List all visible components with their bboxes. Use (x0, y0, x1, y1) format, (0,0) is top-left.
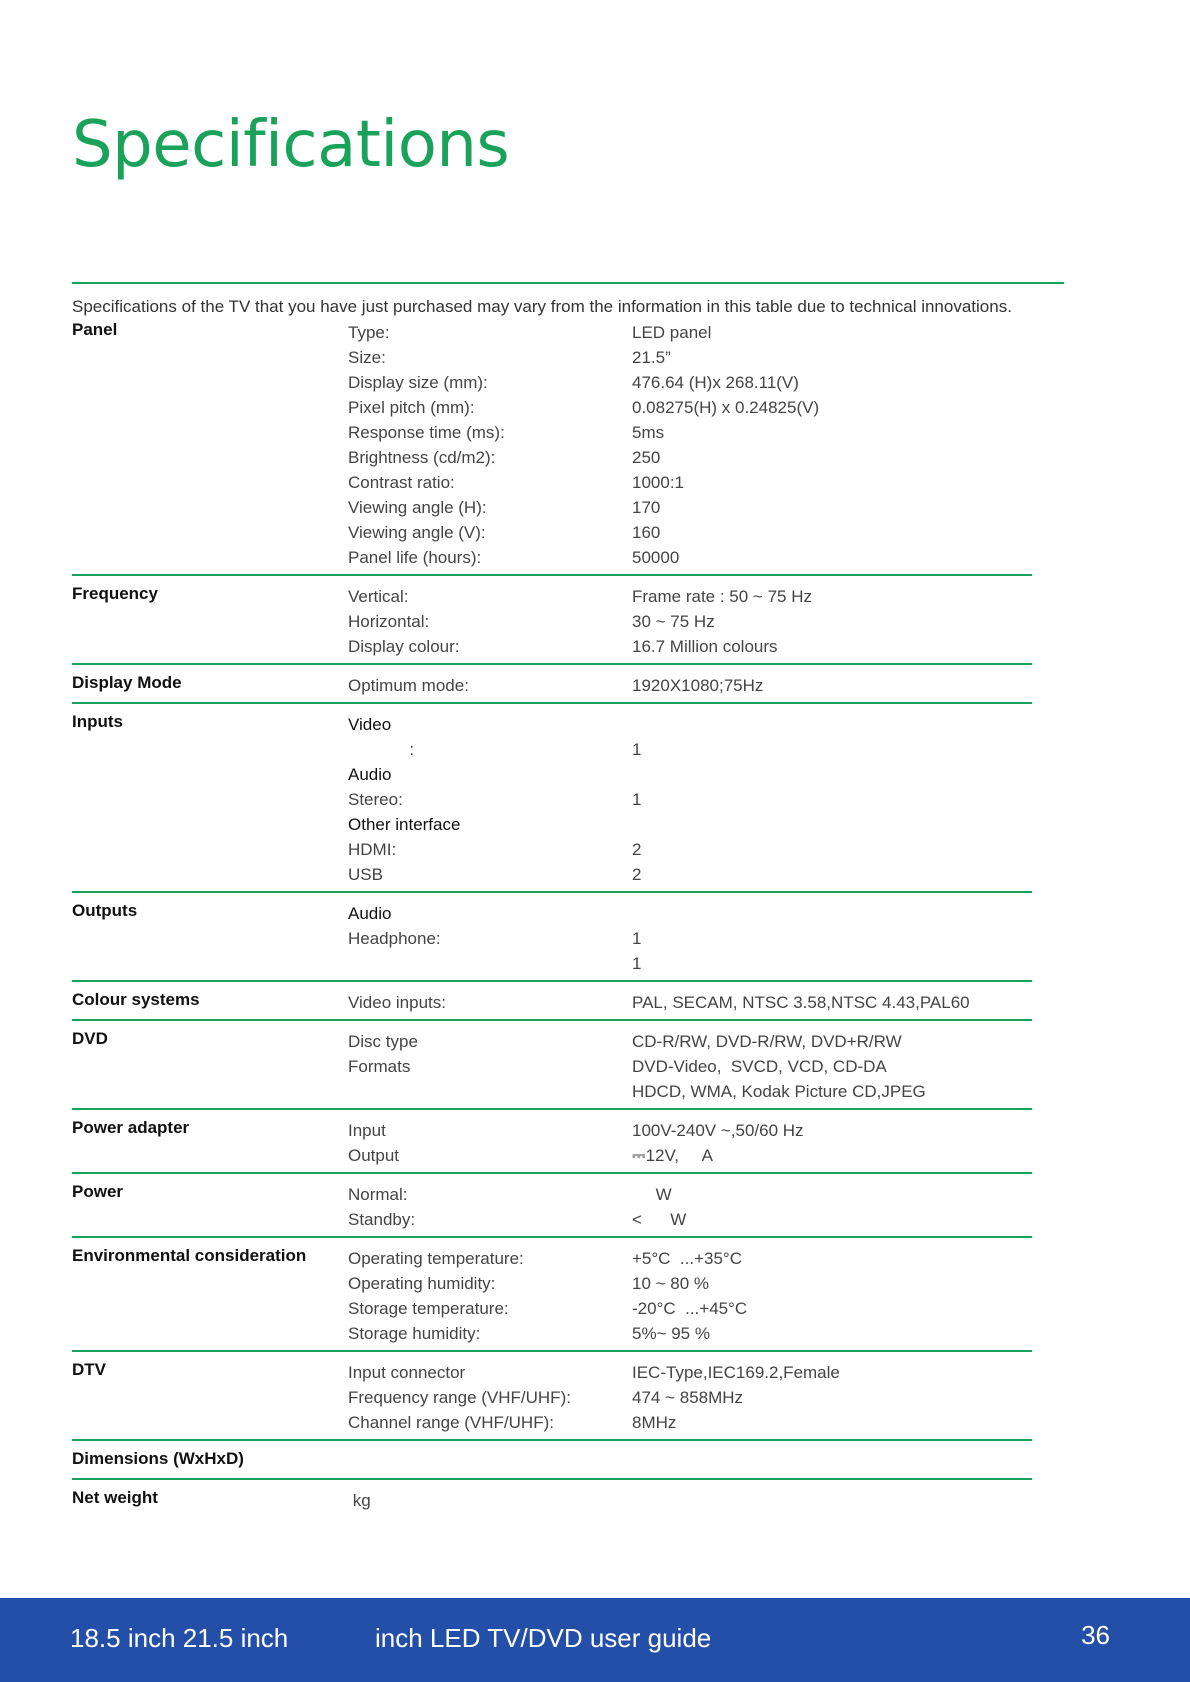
spec-label: Panel life (hours): (348, 548, 482, 567)
spec-row (348, 712, 1032, 737)
section-title: Colour systems (72, 990, 200, 1009)
spec-value: 1000:1 (632, 473, 684, 492)
spec-label: Video inputs: (348, 993, 446, 1012)
spec-row (348, 420, 1032, 445)
spec-row (348, 395, 1032, 420)
spec-section (72, 673, 1032, 704)
spec-value: 100V-240V ~,50/60 Hz (632, 1121, 804, 1140)
spec-row (348, 862, 1032, 887)
spec-row (348, 634, 1032, 659)
spec-label: Contrast ratio: (348, 473, 455, 492)
spec-label: Response time (ms): (348, 423, 505, 442)
spec-section (72, 712, 1032, 893)
spec-label: Audio (348, 765, 392, 784)
spec-value: CD-R/RW, DVD-R/RW, DVD+R/RW (632, 1032, 902, 1051)
spec-label: USB (348, 865, 383, 884)
spec-row (348, 584, 1032, 609)
spec-row (348, 812, 1032, 837)
spec-value: 1 (632, 740, 642, 759)
spec-label: : (348, 740, 415, 759)
spec-label: Size: (348, 348, 386, 367)
spec-label: Display size (mm): (348, 373, 488, 392)
spec-value: 16.7 Million colours (632, 637, 778, 656)
section-title: Power (72, 1182, 124, 1201)
spec-value: 30 ~ 75 Hz (632, 612, 715, 631)
spec-label: Normal: (348, 1185, 408, 1204)
spec-value: PAL, SECAM, NTSC 3.58,NTSC 4.43,PAL60 (632, 993, 970, 1012)
spec-label: Formats (348, 1057, 411, 1076)
spec-value: 1 (632, 790, 642, 809)
spec-row (348, 370, 1032, 395)
spec-value: < W (632, 1210, 687, 1229)
spec-section (72, 584, 1032, 665)
spec-value: 250 (632, 448, 661, 467)
section-title: Inputs (72, 712, 123, 731)
page-number: 36 (1081, 1620, 1110, 1650)
spec-row (348, 1182, 1032, 1207)
spec-label: Viewing angle (H): (348, 498, 487, 517)
spec-row (348, 951, 1032, 976)
spec-section (72, 1360, 1032, 1441)
section-title: Net weight (72, 1488, 158, 1507)
spec-section (72, 901, 1032, 982)
spec-label: Horizontal: (348, 612, 430, 631)
spec-row (348, 1321, 1032, 1346)
footer-model: 18.5 inch 21.5 inch (70, 1623, 289, 1653)
spec-label: Frequency range (VHF/UHF): (348, 1388, 571, 1407)
spec-row (348, 1143, 1032, 1168)
spec-row (348, 737, 1032, 762)
spec-value: DVD-Video, SVCD, VCD, CD-DA (632, 1057, 887, 1076)
spec-row (348, 495, 1032, 520)
spec-value: 1 (632, 954, 642, 973)
spec-value: 10 ~ 80 % (632, 1274, 710, 1293)
spec-row (348, 1410, 1032, 1435)
spec-value: W (632, 1185, 672, 1204)
spec-value: 160 (632, 523, 661, 542)
spec-value: 50000 (632, 548, 680, 567)
spec-label (348, 1079, 632, 1104)
spec-label: Input connector (348, 1363, 466, 1382)
section-title: DVD (72, 1029, 108, 1048)
spec-label: Pixel pitch (mm): (348, 398, 475, 417)
spec-label: Storage temperature: (348, 1299, 509, 1318)
spec-label: Disc type (348, 1032, 418, 1051)
spec-row (348, 673, 1032, 698)
spec-row (348, 1449, 1032, 1474)
intro-text: Specifications of the TV that you have just purchased may vary from the information in this table due to technical innovations. (72, 297, 1012, 316)
spec-value: 2 (632, 865, 642, 884)
spec-label: Display colour: (348, 637, 460, 656)
spec-value: 5ms (632, 423, 665, 442)
spec-value: 1920X1080;75Hz (632, 676, 764, 695)
spec-label: Viewing angle (V): (348, 523, 486, 542)
section-title: Frequency (72, 584, 158, 603)
spec-label: Stereo: (348, 790, 403, 809)
section-title: Environmental consideration (72, 1246, 307, 1265)
spec-value: 0.08275(H) x 0.24825(V) (632, 398, 820, 417)
spec-label: Input (348, 1121, 386, 1140)
spec-value: Frame rate : 50 ~ 75 Hz (632, 587, 812, 606)
spec-label: Type: (348, 323, 390, 342)
spec-row (348, 1054, 1032, 1079)
footer-bar (0, 1598, 1190, 1682)
spec-label: Standby: (348, 1210, 416, 1229)
spec-table (72, 320, 1032, 1525)
spec-value: IEC-Type,IEC169.2,Female (632, 1363, 840, 1382)
spec-value: ⎓12V, A (632, 1146, 713, 1165)
spec-row (348, 470, 1032, 495)
footer-guide-title: inch LED TV/DVD user guide (375, 1623, 712, 1653)
spec-label: Vertical: (348, 587, 409, 606)
spec-value: 5%~ 95 % (632, 1324, 710, 1343)
spec-section (72, 1449, 1032, 1480)
spec-row (348, 1207, 1032, 1232)
spec-label: Audio (348, 904, 392, 923)
section-title: Dimensions (WxHxD) (72, 1449, 244, 1468)
spec-section (72, 1118, 1032, 1174)
spec-row (348, 1246, 1032, 1271)
spec-value: LED panel (632, 323, 712, 342)
section-title: Outputs (72, 901, 138, 920)
spec-row (348, 901, 1032, 926)
spec-label: Other interface (348, 815, 461, 834)
spec-row (348, 787, 1032, 812)
section-title: Display Mode (72, 673, 182, 692)
spec-row (348, 762, 1032, 787)
spec-value: 21.5” (632, 348, 671, 367)
spec-row (348, 1296, 1032, 1321)
spec-value: 8MHz (632, 1413, 677, 1432)
spec-row (348, 520, 1032, 545)
spec-row (348, 445, 1032, 470)
spec-value: -20°C ...+45°C (632, 1299, 748, 1318)
page-title: Specifications (72, 108, 510, 182)
spec-value: HDCD, WMA, Kodak Picture CD,JPEG (632, 1082, 926, 1101)
section-title: Power adapter (72, 1118, 190, 1137)
spec-row (348, 1029, 1032, 1054)
spec-row (348, 1118, 1032, 1143)
spec-section (72, 1488, 1032, 1517)
spec-row (348, 1360, 1032, 1385)
spec-row (348, 1271, 1032, 1296)
title-divider (72, 282, 1064, 284)
spec-label: kg (348, 1491, 371, 1510)
spec-label: Video (348, 715, 392, 734)
spec-row (348, 1488, 1032, 1513)
spec-row (348, 837, 1032, 862)
section-title: Panel (72, 320, 118, 339)
section-title: DTV (72, 1360, 106, 1379)
spec-row (348, 990, 1032, 1015)
spec-label: Operating temperature: (348, 1249, 524, 1268)
spec-value: 170 (632, 498, 661, 517)
spec-label: Output (348, 1146, 400, 1165)
spec-section (72, 320, 1032, 576)
spec-label: Optimum mode: (348, 676, 469, 695)
spec-value: 476.64 (H)x 268.11(V) (632, 373, 799, 392)
spec-label: HDMI: (348, 840, 397, 859)
spec-row (348, 1079, 1032, 1104)
spec-value: 1 (632, 929, 642, 948)
spec-section (72, 1182, 1032, 1238)
spec-label: Operating humidity: (348, 1274, 496, 1293)
spec-section (72, 1246, 1032, 1352)
spec-section (72, 990, 1032, 1021)
spec-value: 2 (632, 840, 642, 859)
spec-value: +5°C ...+35°C (632, 1249, 742, 1268)
spec-row (348, 545, 1032, 570)
spec-row (348, 609, 1032, 634)
spec-label: Brightness (cd/m2): (348, 448, 496, 467)
spec-row (348, 345, 1032, 370)
spec-label: Storage humidity: (348, 1324, 481, 1343)
spec-row (348, 320, 1032, 345)
spec-row (348, 1385, 1032, 1410)
spec-section (72, 1029, 1032, 1110)
spec-value: 474 ~ 858MHz (632, 1388, 744, 1407)
spec-row (348, 926, 1032, 951)
spec-label: Headphone: (348, 929, 441, 948)
spec-label: Channel range (VHF/UHF): (348, 1413, 554, 1432)
spec-label (348, 1449, 632, 1474)
spec-label (348, 951, 632, 976)
